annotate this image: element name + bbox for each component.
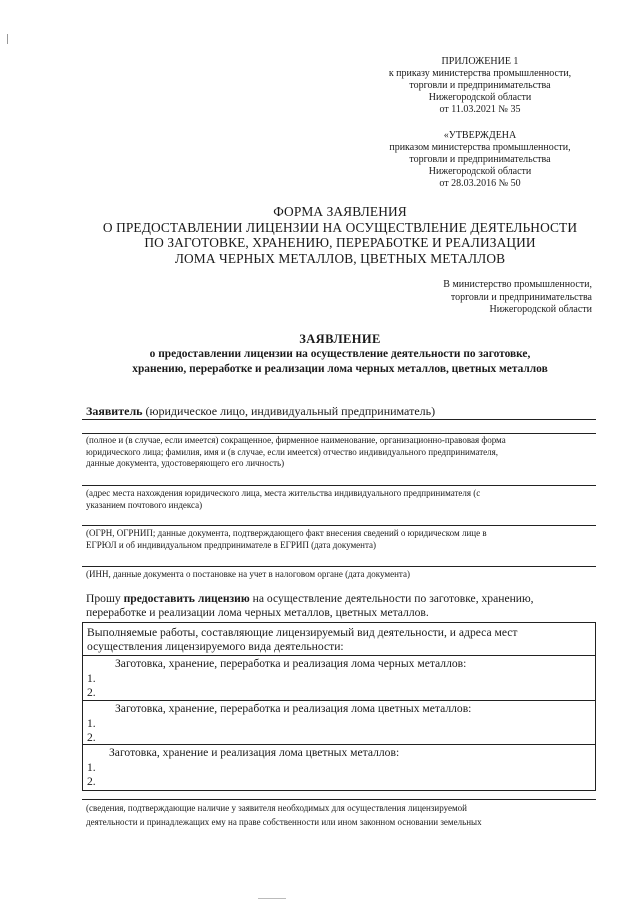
addressee-block xyxy=(400,279,592,317)
form-title xyxy=(90,204,590,266)
request-bold: предоставить лицензию xyxy=(123,592,250,605)
note-address xyxy=(86,488,586,511)
request-rest: на осуществление деятельности по заготовке, хранению, xyxy=(249,592,534,605)
form-title-line: ЛОМА ЧЕРНЫХ МЕТАЛЛОВ, ЦВЕТНЫХ МЕТАЛЛОВ xyxy=(174,250,506,266)
works-row-divider xyxy=(83,655,595,656)
form-title-line: ПО ЗАГОТОВКЕ, ХРАНЕНИЮ, ПЕРЕРАБОТКЕ И РЕАЛИЗАЦИИ xyxy=(144,235,536,250)
approval-line: приказом министерства промышленности, xyxy=(389,142,571,153)
note-line: данные документа, удостоверяющего его личность) xyxy=(86,458,285,468)
works-item-number[interactable]: 2. xyxy=(87,731,96,744)
applicant-name-input-line[interactable] xyxy=(82,433,596,434)
statement-title: ЗАЯВЛЕНИЕ xyxy=(299,332,381,346)
statement-subtitle-line: о предоставлении лицензии на осуществление деятельности по заготовке, xyxy=(149,348,531,360)
approval-line: от 28.03.2016 № 50 xyxy=(439,178,521,189)
note-ogrn xyxy=(86,528,586,551)
note-line: юридического лица; фамилия, имя и (в случае, если имеется) отчество индивидуального предпринимателя, xyxy=(86,446,499,457)
approval-line: Нижегородской области xyxy=(428,166,532,177)
applicant-input-line[interactable] xyxy=(82,419,596,420)
note-line: (ИНН, данные документа о постановке на учет в налоговом органе (дата документа) xyxy=(86,569,410,579)
note-line: деятельности и принадлежащих ему на праве собственности или ином законном основании земельных xyxy=(86,817,482,827)
appendix-line: от 11.03.2021 № 35 xyxy=(439,104,521,115)
approval-line: «УТВЕРЖДЕНА xyxy=(443,130,517,141)
scan-bottom-mark xyxy=(258,898,286,899)
note-line: указанием почтового индекса) xyxy=(86,499,203,510)
works-item-number[interactable]: 1. xyxy=(87,672,96,685)
approval-line: торговли и предпринимательства xyxy=(409,154,551,165)
works-category-title: Заготовка, хранение и реализация лома цветных металлов: xyxy=(109,746,400,759)
appendix-line: Нижегородской области xyxy=(428,92,532,103)
works-category-title: Заготовка, хранение, переработка и реализация лома черных металлов: xyxy=(115,657,467,670)
works-row-divider xyxy=(83,700,595,701)
address-input-line[interactable] xyxy=(82,485,596,486)
ogrn-input-line[interactable] xyxy=(82,525,596,526)
addressee-line: В министерство промышленности, xyxy=(443,279,592,290)
request-prefix: Прошу xyxy=(86,592,124,605)
note-applicant-name xyxy=(86,435,586,470)
appendix-line: ПРИЛОЖЕНИЕ 1 xyxy=(441,56,519,67)
note-line: (адрес места нахождения юридического лица, места жительства индивидуального предпринимателя (с xyxy=(86,488,481,498)
works-item-number[interactable]: 2. xyxy=(87,686,96,699)
note-line: (ОГРН, ОГРНИП; данные документа, подтверждающего факт внесения сведений о юридическом лице в xyxy=(86,528,487,538)
resources-input-line[interactable] xyxy=(82,799,596,800)
works-table xyxy=(82,622,596,791)
appendix-line: к приказу министерства промышленности, xyxy=(388,68,572,79)
note-line: (сведения, подтверждающие наличие у заявителя необходимых для осуществления лицензируемой xyxy=(86,803,467,813)
note-line: ЕГРЮЛ и об индивидуальном предпринимателе в ЕГРИП (дата документа) xyxy=(86,539,376,550)
approval-block xyxy=(360,130,600,190)
works-item-number[interactable]: 1. xyxy=(87,761,96,774)
addressee-line: Нижегородской области xyxy=(489,304,592,315)
request-line xyxy=(86,592,596,606)
appendix-block xyxy=(360,56,600,116)
applicant-label: Заявитель xyxy=(86,404,143,418)
works-header-line: осуществления лицензируемого вида деятельности: xyxy=(87,640,344,653)
note-inn xyxy=(86,569,586,581)
works-item-number[interactable]: 2. xyxy=(87,775,96,788)
request-paragraph xyxy=(86,592,596,619)
note-line: (полное и (в случае, если имеется) сокращенное, фирменное наименование, организационно-правовая форма xyxy=(86,435,506,445)
statement-subtitle xyxy=(90,347,590,377)
appendix-line: торговли и предпринимательства xyxy=(409,80,551,91)
applicant-label-row xyxy=(86,404,435,419)
works-header xyxy=(87,626,587,654)
applicant-hint: (юридическое лицо, индивидуальный предприниматель) xyxy=(142,404,436,418)
works-row-divider xyxy=(83,744,595,745)
note-resources xyxy=(86,801,586,829)
works-header-line: Выполняемые работы, составляющие лицензируемый вид деятельности, и адреса мест xyxy=(87,626,518,639)
form-title-line: ФОРМА ЗАЯВЛЕНИЯ xyxy=(273,204,407,219)
works-category-title: Заготовка, хранение, переработка и реализация лома цветных металлов: xyxy=(115,702,472,715)
request-line: переработке и реализации лома черных металлов, цветных металлов. xyxy=(86,605,429,619)
scan-edge-mark xyxy=(7,34,8,44)
inn-input-line[interactable] xyxy=(82,566,596,567)
addressee-line: торговли и предпринимательства xyxy=(450,291,592,303)
works-item-number[interactable]: 1. xyxy=(87,717,96,730)
form-title-line: О ПРЕДОСТАВЛЕНИИ ЛИЦЕНЗИИ НА ОСУЩЕСТВЛЕНИЕ ДЕЯТЕЛЬНОСТИ xyxy=(102,219,578,235)
statement-subtitle-line: хранению, переработке и реализации лома черных металлов, цветных металлов xyxy=(132,363,548,375)
